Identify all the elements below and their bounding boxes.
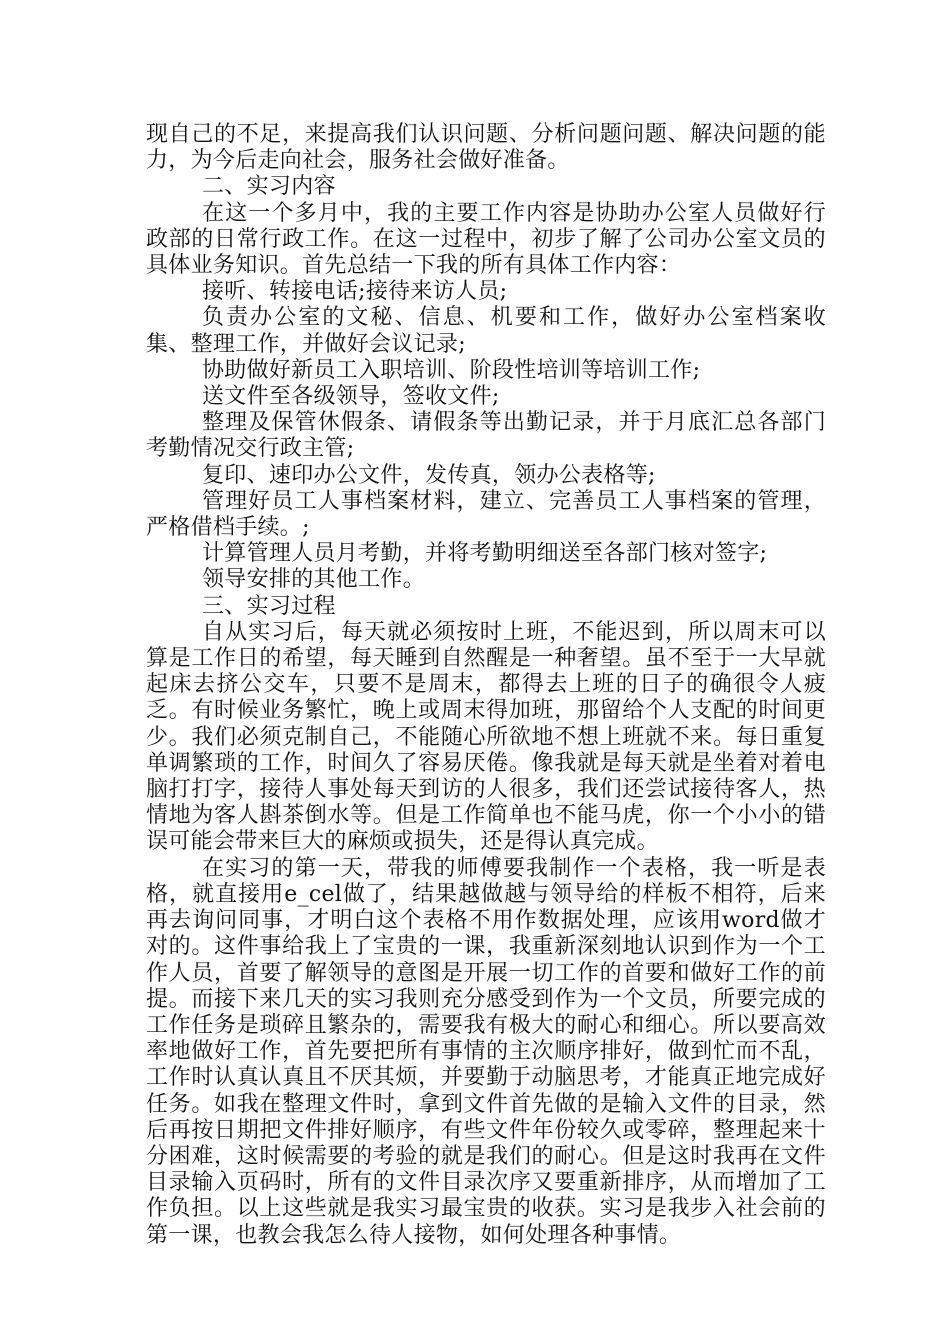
task-item-attendance-records: 整理及保管休假条、请假条等出勤记录，并于月底汇总各部门考勤情况交行政主管;	[146, 410, 826, 462]
paragraph-intro-continuation: 现自己的不足，来提高我们认识问题、分析问题问题、解决问题的能力，为今后走向社会，服务社会做好准备。	[146, 122, 826, 174]
task-item-monthly-attendance: 计算管理人员月考勤，并将考勤明细送至各部门核对签字;	[202, 541, 768, 567]
document-body	[146, 122, 826, 1249]
task-item-phone: 接听、转接电话;接待来访人员;	[202, 279, 508, 305]
paragraph-work-overview: 在这一个多月中，我的主要工作内容是协助办公室人员做好行政部的日常行政工作。在这一过程中，初步了解了公司办公室文员的具体业务知识。首先总结一下我的所有具体工作内容：	[146, 200, 826, 279]
paragraph-daily-routine: 自从实习后，每天就必须按时上班，不能迟到，所以周末可以算是工作日的希望，每天睡到自然醒是一种奢望。虽不至于一大早就起床去挤公交车，只要不是周末，都得去上班的日子的确很令人疲乏。有时候业务繁忙，晚上或周末得加班，那留给个人支配的时间更少。我们必须克制自己，不能随心所欲地不想上班就不来。每日重复单调繁琐的工作，时间久了容易厌倦。像我就是每天就是坐着对着电脑打打字，接待人事处每天到访的人很多，我们还尝试接待客人，热情地为客人斟茶倒水等。但是工作简单也不能马虎，你一个小小的错误可能会带来巨大的麻烦或损失，还是得认真完成。	[146, 619, 826, 855]
task-item-other: 领导安排的其他工作。	[202, 567, 426, 593]
task-item-training: 协助做好新员工入职培训、阶段性培训等培训工作;	[202, 357, 701, 383]
task-item-secretarial: 负责办公室的文秘、信息、机要和工作，做好办公室档案收集、整理工作，并做好会议记录;	[146, 305, 826, 357]
task-item-copying: 复印、速印办公文件，发传真，领办公表格等;	[202, 462, 656, 488]
paragraph-first-day-lesson: 在实习的第一天，带我的师傅要我制作一个表格，我一听是表格，就直接用e_cel做了，结果越做越与领导给的样板不相符，后来再去询问同事，才明白这个表格不用作数据处理，应该用word做才对的。这件事给我上了宝贵的一课，我重新深刻地认识到作为一个工作人员，首要了解领导的意图是开展一切工作的首要和做好工作的前提。而接下来几天的实习我则充分感受到作为一个文员，所要完成的工作任务是琐碎且繁杂的，需要我有极大的耐心和细心。所以要高效率地做好工作，首先要把所有事情的主次顺序排好，做到忙而不乱，工作时认真认真且不厌其烦，并要勤于动脑思考，才能真正地完成好任务。如我在整理文件时，拿到文件首先做的是输入文件的目录，然后再按日期把文件排好顺序，有些文件年份较久或零碎，整理起来十分困难，这时候需要的考验的就是我们的耐心。但是这时我再在文件目录输入页码时，所有的文件目录次序又要重新排序，从而增加了工作负担。以上这些就是我实习最宝贵的收获。实习是我步入社会前的第一课，也教会我怎么待人接物，如何处理各种事情。	[146, 855, 826, 1248]
task-item-personnel-files: 管理好员工人事档案材料，建立、完善员工人事档案的管理，严格借档手续。;	[146, 488, 826, 541]
section-heading-internship-content: 二、实习内容	[202, 174, 336, 200]
section-heading-internship-process: 三、实习过程	[202, 593, 336, 619]
task-item-documents: 送文件至各级领导，签收文件;	[202, 384, 500, 410]
